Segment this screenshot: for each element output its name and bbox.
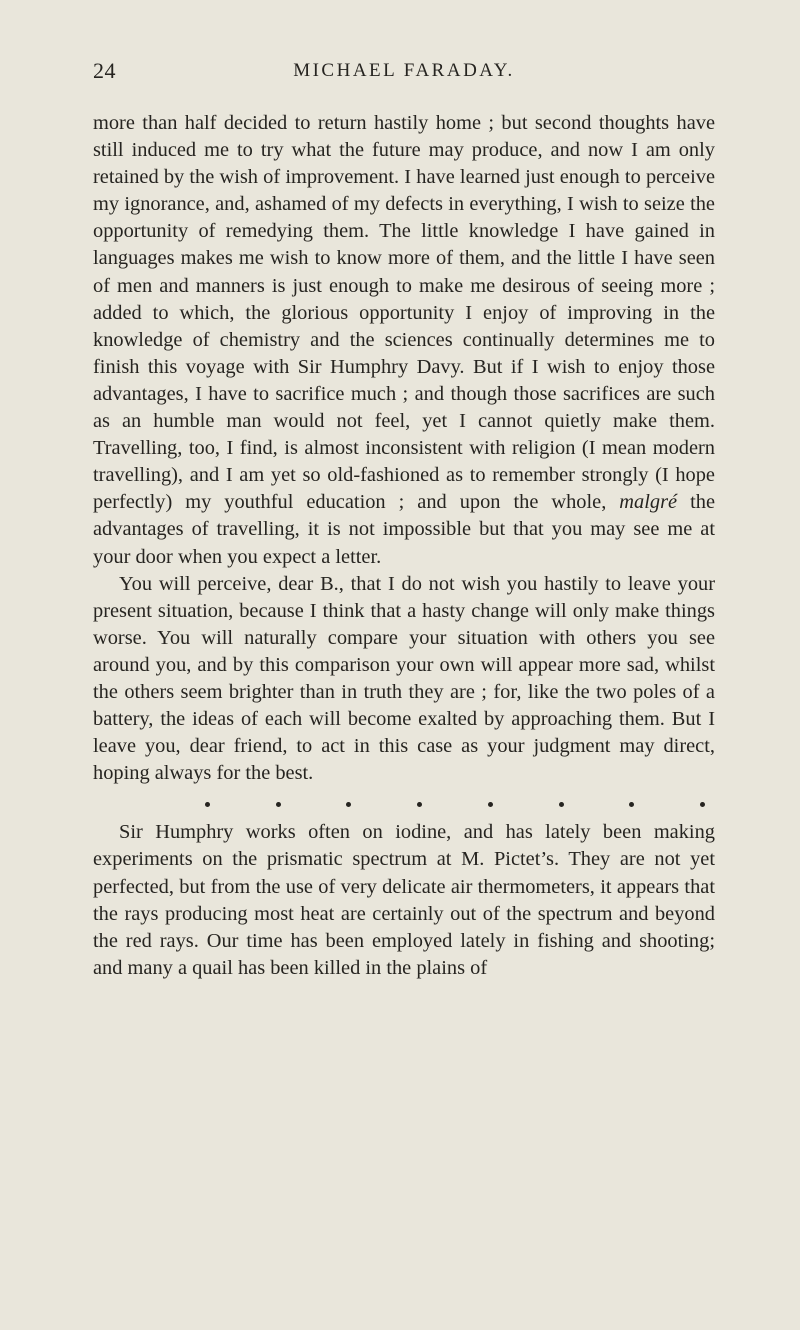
body-text <box>93 110 715 982</box>
italic-word: malgré <box>619 491 678 514</box>
ellipsis-dot <box>346 802 351 807</box>
page-number: 24 <box>93 58 116 83</box>
page-header <box>93 58 715 88</box>
ellipsis-dot <box>417 802 422 807</box>
paragraph-1-text-start: more than half decided to return hastily home ; but second thoughts have still induced me to try what the future may produce, and now I am only retained by the wish of improvement. I have learned just enough to perceive my ignorance, and, ashamed of my defects in everything, I wish to seize the opportunity of remedying them. The little knowledge I have gained in languages makes me wish to know more of them, and the little I have seen of men and manners is just enough to make me desirous of seeing more ; added to which, the glorious opportunity I enjoy of improving in the knowledge of chemistry and the sciences continually determines me to finish this voyage with Sir Humphry Davy. But if I wish to enjoy those advantages, I have to sacrifice much ; and though those sacrifices are such as an humble man would not feel, yet I cannot quietly make them. Travelling, too, I find, is almost inconsistent with religion (I mean modern travelling), and I am yet so old-fashioned as to remember strongly (I hope perfectly) my youthful education ; and upon the whole, <box>93 112 715 514</box>
ellipsis-dot <box>629 802 634 807</box>
ellipsis-dot <box>700 802 705 807</box>
ellipsis-separator <box>205 793 705 815</box>
ellipsis-dot <box>488 802 493 807</box>
paragraph-2: You will perceive, dear B., that I do not wish you hastily to leave your present situation, because I think that a hasty change will only make things worse. You will naturally compare your situation with others you see around you, and by this comparison your own will appear more sad, whilst the others seem brighter than in truth they are ; for, like the two poles of a battery, the ideas of each will become exalted by approaching them. But I leave you, dear friend, to act in this case as your judgment may direct, hoping always for the best. <box>93 572 715 785</box>
ellipsis-dot <box>276 802 281 807</box>
ellipsis-dot <box>205 802 210 807</box>
paragraph-1 <box>93 110 715 571</box>
paragraph-1-text-end: the advantages of travelling, it is not impossible but that you may see me at your door when you expect a letter. <box>93 491 715 568</box>
running-title: MICHAEL FARADAY. <box>293 60 515 81</box>
ellipsis-dot <box>559 802 564 807</box>
paragraph-3: Sir Humphry works often on iodine, and has lately been making experiments on the prismatic spectrum at M. Pictet’s. They are not yet perfected, but from the use of very delicate air thermometers, it appears that the rays producing most heat are certainly out of the spectrum and beyond the red rays. Our time has been employed lately in fishing and shooting; and many a quail has been killed in the plains of <box>93 821 715 979</box>
